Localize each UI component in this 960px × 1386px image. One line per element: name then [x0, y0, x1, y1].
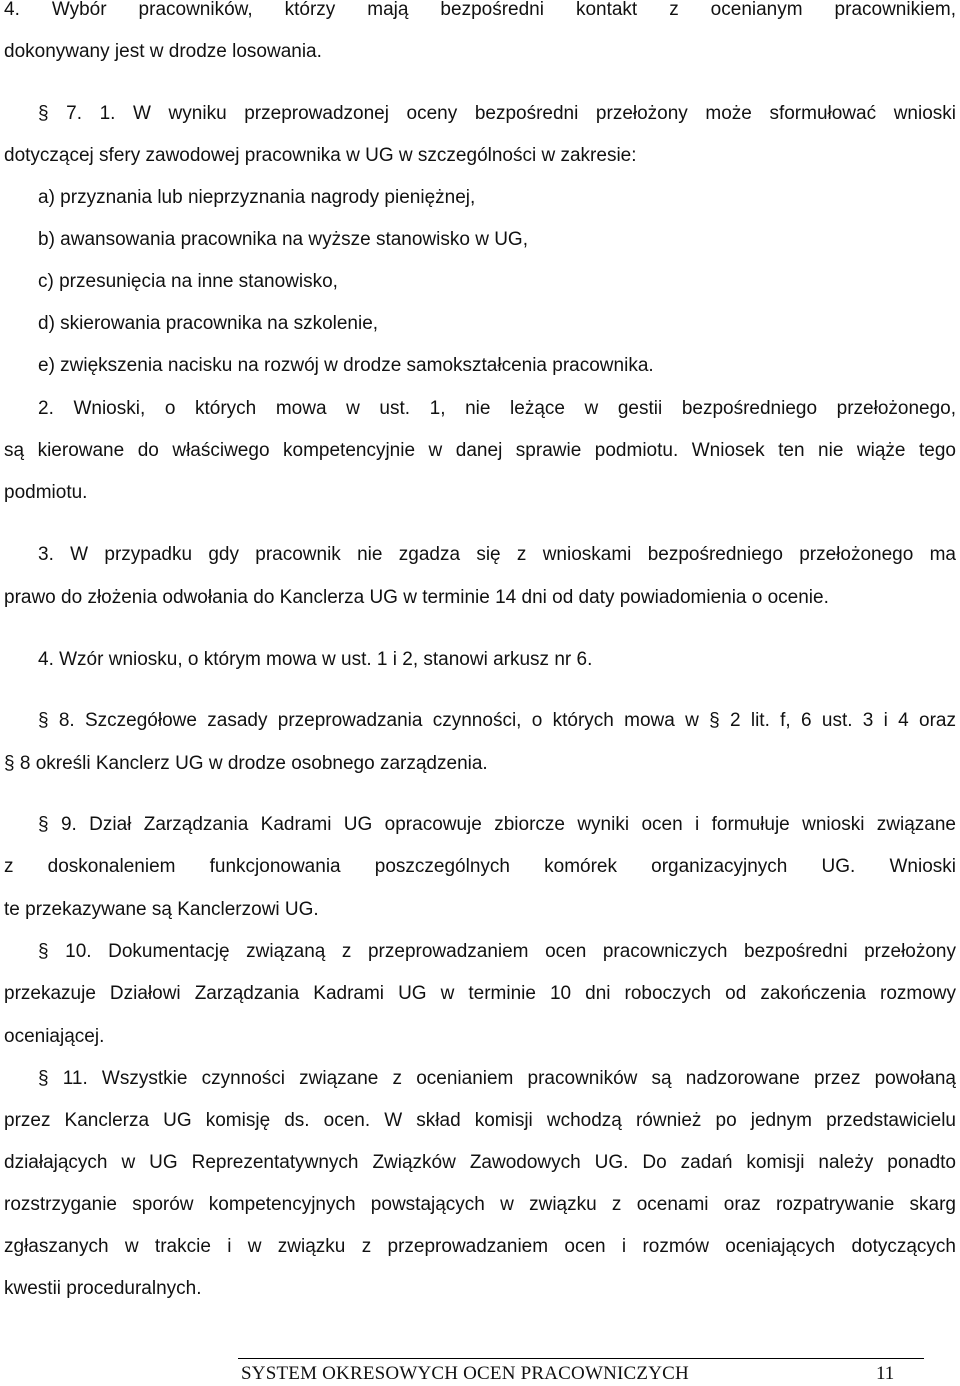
list-item: b) awansowania pracownika na wyższe stanowisko w UG, — [38, 229, 528, 250]
section-11-heading-line: § 11. Wszystkie czynności związane z ocenianiem pracowników są nadzorowane przez powołaną — [38, 1068, 956, 1089]
paragraph-line: § 8 określi Kanclerz UG w drodze osobnego zarządzenia. — [4, 753, 488, 774]
paragraph-line: prawo do złożenia odwołania do Kanclerza UG w terminie 14 dni od daty powiadomienia o ocenie. — [4, 587, 829, 608]
paragraph-line: są kierowane do właściwego kompetencyjnie w danej sprawie podmiotu. Wniosek ten nie wiąże tego — [4, 440, 956, 461]
paragraph-line: 2. Wnioski, o których mowa w ust. 1, nie leżące w gestii bezpośredniego przełożonego, — [38, 398, 956, 419]
paragraph-line: działających w UG Reprezentatywnych Związków Zawodowych UG. Do zadań komisji należy ponadto — [4, 1152, 956, 1173]
section-10-heading-line: § 10. Dokumentację związaną z przeprowadzaniem ocen pracowniczych bezpośredni przełożony — [38, 941, 956, 962]
section-9-heading-line: § 9. Dział Zarządzania Kadrami UG opracowuje zbiorcze wyniki ocen i formułuje wnioski związane — [38, 814, 956, 835]
paragraph-line: oceniającej. — [4, 1026, 105, 1047]
list-item: a) przyznania lub nieprzyznania nagrody pieniężnej, — [38, 187, 476, 208]
footer-divider — [238, 1358, 924, 1359]
section-8-heading-line: § 8. Szczegółowe zasady przeprowadzania czynności, o których mowa w § 2 lit. f, 6 ust. 3 i 4 oraz — [38, 710, 956, 731]
paragraph-line: przez Kanclerza UG komisję ds. ocen. W skład komisji wchodzą również po jednym przedstawicielu — [4, 1110, 956, 1131]
paragraph-line: zgłaszanych w trakcie i w związku z przeprowadzaniem ocen i rozmów oceniających dotyczących — [4, 1236, 956, 1257]
list-item: e) zwiększenia nacisku na rozwój w drodze samokształcenia pracownika. — [38, 355, 654, 376]
list-item: d) skierowania pracownika na szkolenie, — [38, 313, 379, 334]
paragraph-line: kwestii proceduralnych. — [4, 1278, 202, 1299]
list-item: c) przesunięcia na inne stanowisko, — [38, 271, 338, 292]
paragraph-line: rozstrzyganie sporów kompetencyjnych powstających w związku z ocenami oraz rozpatrywanie skarg — [4, 1194, 956, 1215]
paragraph-line: przekazuje Działowi Zarządzania Kadrami UG w terminie 10 dni roboczych od zakończenia rozmowy — [4, 983, 956, 1004]
paragraph-line: dotyczącej sfery zawodowej pracownika w UG w szczególności w zakresie: — [4, 145, 637, 166]
paragraph-line: 4. Wybór pracowników, którzy mają bezpośredni kontakt z ocenianym pracownikiem, — [4, 0, 956, 20]
paragraph-line: z doskonaleniem funkcjonowania poszczególnych komórek organizacyjnych UG. Wnioski — [4, 856, 956, 877]
paragraph-line: 3. W przypadku gdy pracownik nie zgadza się z wnioskami bezpośredniego przełożonego ma — [38, 544, 956, 565]
paragraph-line: te przekazywane są Kanclerzowi UG. — [4, 899, 319, 920]
page-number: 11 — [876, 1363, 895, 1384]
paragraph-line: dokonywany jest w drodze losowania. — [4, 41, 322, 62]
paragraph-line: podmiotu. — [4, 482, 88, 503]
footer-title: SYSTEM OKRESOWYCH OCEN PRACOWNICZYCH — [241, 1363, 689, 1384]
paragraph-line: 4. Wzór wniosku, o którym mowa w ust. 1 i 2, stanowi arkusz nr 6. — [38, 649, 593, 670]
section-7-heading-line: § 7. 1. W wyniku przeprowadzonej oceny bezpośredni przełożony może sformułować wnioski — [38, 103, 956, 124]
